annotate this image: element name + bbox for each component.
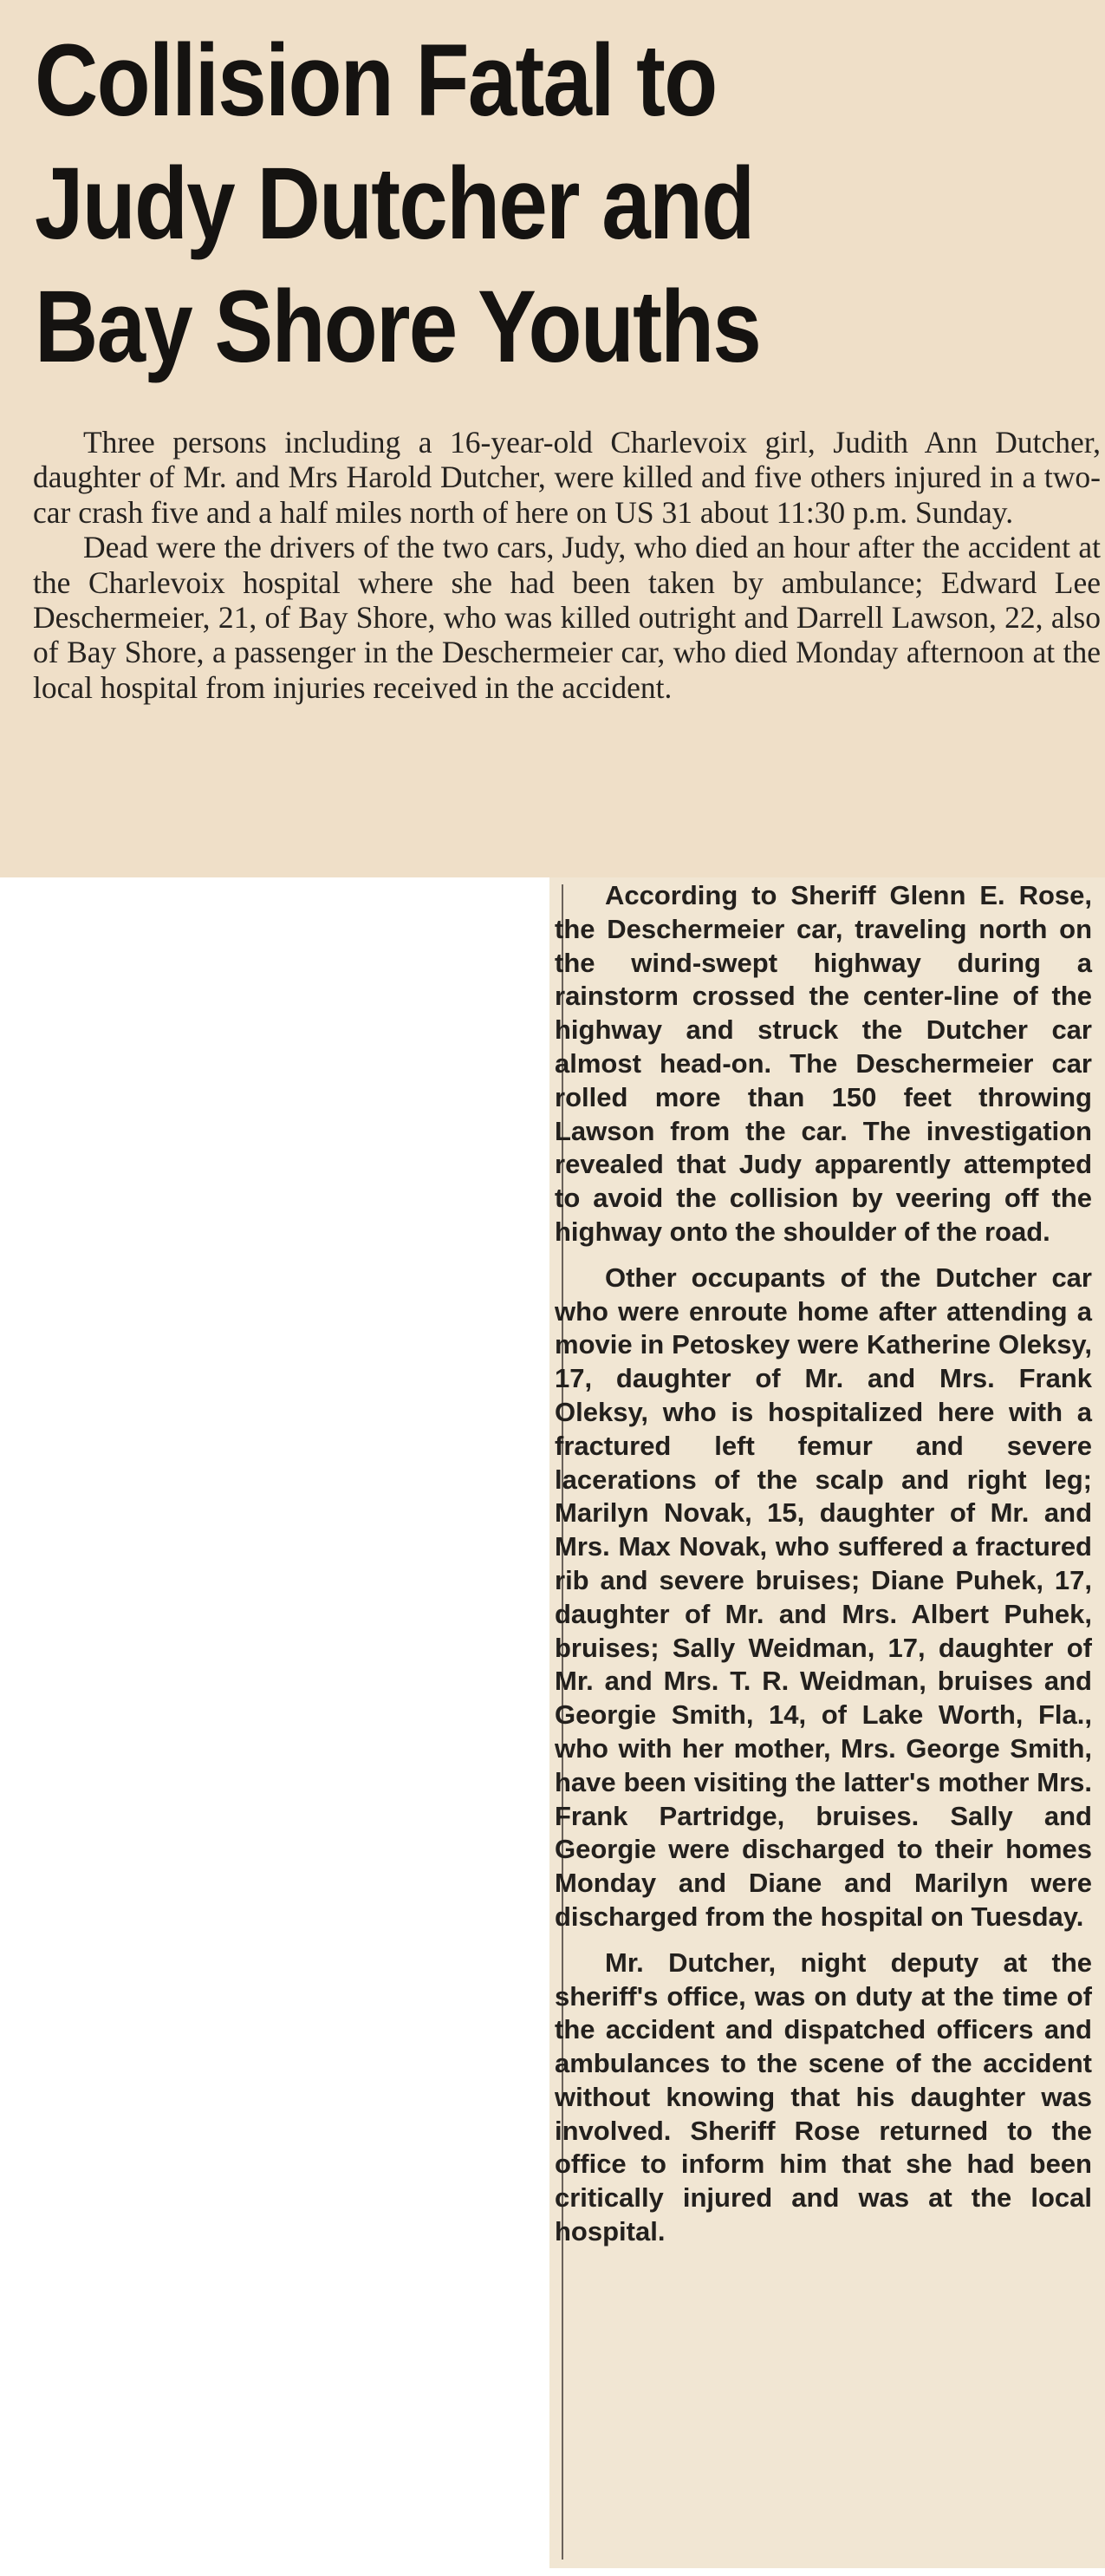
headline [35, 19, 929, 388]
column-paragraph-3: Mr. Dutcher, night deputy at the sheriff's office, was on duty at the time of the accident and dispatched officers and ambulances to the scene of the accident without knowing that his daughter was involved. Sheriff Rose returned to the office to inform him that she had been critically injured and was at the local hospital. [555, 1947, 1092, 2247]
article-column [555, 879, 1092, 2249]
lead-paragraph-1: Three persons including a 16-year-old Charlevoix girl, Judith Ann Dutcher, daughter of Mr. and Mrs Harold Dutcher, were killed and five others injured in a two-car crash five and a half miles north of here on US 31 about 11:30 p.m. Sunday. [33, 425, 1101, 530]
headline-line-2: Judy Dutcher and [35, 147, 754, 261]
headline-line-3: Bay Shore Youths [35, 270, 761, 384]
column-paragraph-1: According to Sheriff Glenn E. Rose, the Deschermeier car, traveling north on the wind-swept highway during a rainstorm crossed the center-line of the highway and struck the Dutcher car almost head-on. The Deschermeier car rolled more than 150 feet throwing Lawson from the car. The investigation revealed that Judy apparently attempted to avoid the collision by veering off the highway onto the shoulder of the road. [555, 880, 1092, 1247]
lead-paragraphs [33, 425, 1101, 705]
headline-line-1: Collision Fatal to [35, 23, 717, 138]
lead-paragraph-2: Dead were the drivers of the two cars, Judy, who died an hour after the accident at the Charlevoix hospital where she had been taken by ambulance; Edward Lee Deschermeier, 21, of Bay Shore, who was killed outright and Darrell Lawson, 22, also of Bay Shore, a passenger in the Deschermeier car, who died Monday afternoon at the local hospital from injuries received in the accident. [33, 530, 1101, 705]
column-paragraph-2: Other occupants of the Dutcher car who were enroute home after attending a movie in Petoskey were Katherine Oleksy, 17, daughter of Mr. and Mrs. Frank Oleksy, who is hospitalized here with a fractured left femur and severe lacerations of the scalp and right leg; Marilyn Novak, 15, daughter of Mr. and Mrs. Max Novak, who suffered a fractured rib and severe bruises; Diane Puhek, 17, daughter of Mr. and Mrs. Albert Puhek, bruises; Sally Weidman, 17, daughter of Mr. and Mrs. T. R. Weidman, bruises and Georgie Smith, 14, of Lake Worth, Fla., who with her mother, Mrs. George Smith, have been visiting the latter's mother Mrs. Frank Partridge, bruises. Sally and Georgie were discharged to their homes Monday and Diane and Marilyn were discharged from the hospital on Tuesday. [555, 1262, 1092, 1932]
